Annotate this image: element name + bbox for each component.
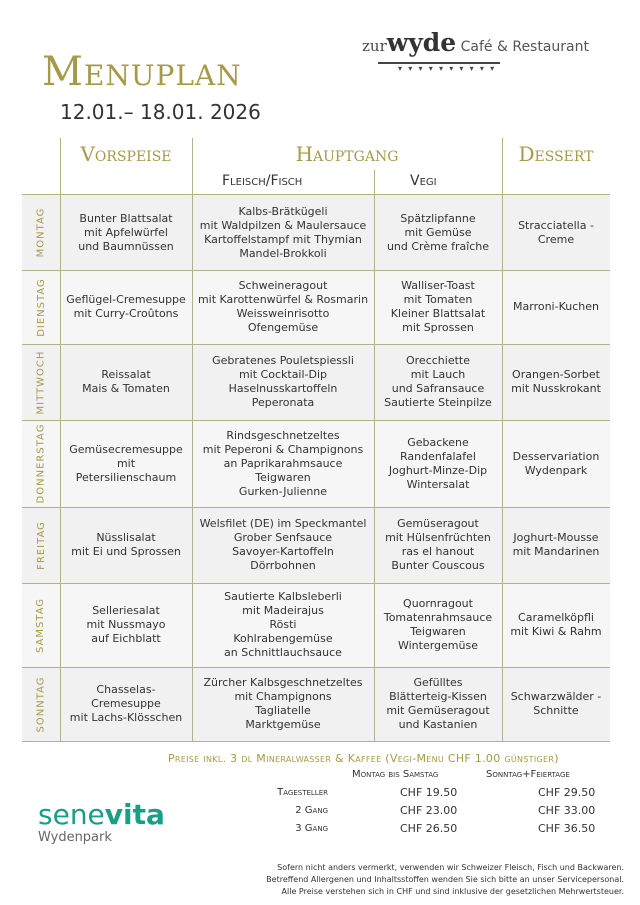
- day-label: [22, 270, 60, 344]
- subheader-fleisch: Fleisch/Fisch: [222, 173, 303, 189]
- day-label: [22, 420, 60, 507]
- menu-cell-dessert: Marroni-Kuchen: [513, 300, 599, 313]
- menu-cell-fleisch: Zürcher Kalbsgeschnetzeltes mit Champignons Tagliatelle Marktgemüse: [203, 676, 363, 731]
- menu-cell-fleisch: Welsfilet (DE) im Speckmantel Grober Senfsauce Savoyer-Kartoffeln Dörrbohnen: [199, 517, 367, 572]
- logo-zur: zur: [362, 37, 387, 55]
- price-label-2gang: 2 Gang: [295, 805, 328, 816]
- menu-cell-dessert: Orangen-Sorbet mit Nusskrokant: [511, 368, 601, 395]
- menu-cell-dessert: Schwarzwälder - Schnitte: [510, 690, 602, 717]
- row-divider: [22, 583, 610, 584]
- footer-line-1: Sofern nicht anders vermerkt, verwenden wir Schweizer Fleisch, Fisch und Backwaren.: [277, 863, 624, 872]
- menu-cell-vorspeise: Geflügel-Cremesuppe mit Curry-Croûtons: [66, 293, 186, 320]
- price-3gang-weekend: CHF 36.50: [538, 822, 596, 835]
- day-label: [22, 583, 60, 667]
- menu-cell-vorspeise: Gemüsecremesuppe mit Petersilienschaum: [69, 442, 183, 484]
- menu-cell-vorspeise: Nüsslisalat mit Ei und Sprossen: [71, 531, 181, 558]
- date-range: 12.01.– 18.01. 2026: [60, 100, 261, 124]
- menu-cell-vorspeise: Reissalat Mais & Tomaten: [82, 368, 170, 395]
- column-divider: [192, 138, 193, 741]
- page-title: Menuplan: [42, 49, 242, 95]
- brand-vita: vita: [104, 798, 165, 831]
- day-name: FREITAG: [35, 520, 47, 570]
- menu-cell-dessert: Stracciatella - Creme: [518, 218, 594, 246]
- menu-cell-fleisch: Sautierte Kalbsleberli mit Madeirajus Rösti Kohlrabengemüse an Schnittlauchsauce: [224, 590, 342, 659]
- price-col-weekday: Montag bis Samstag: [352, 769, 439, 780]
- row-divider: [22, 507, 610, 508]
- menu-cell-dessert: Caramelköpfli mit Kiwi & Rahm: [510, 611, 602, 638]
- row-divider: [22, 741, 610, 742]
- column-header-hauptgang: Hauptgang: [295, 142, 399, 166]
- day-label: [22, 667, 60, 741]
- footer-notes: [204, 862, 624, 898]
- column-divider: [60, 138, 61, 741]
- day-label: [22, 507, 60, 583]
- row-divider: [22, 420, 610, 421]
- day-name: DIENSTAG: [35, 277, 47, 337]
- brand-subtitle: Wydenpark: [38, 830, 112, 845]
- column-divider: [502, 138, 503, 741]
- menu-cell-fleisch: Schweineragout mit Karottenwürfel & Rosmarin Weissweinrisotto Ofengemüse: [197, 279, 369, 334]
- price-label-tagesteller: Tagesteller: [277, 787, 328, 798]
- menu-cell-fleisch: Gebratenes Pouletspiessli mit Cocktail-Dip Haselnusskartoffeln Peperonata: [212, 354, 354, 409]
- menu-cell-dessert: Joghurt-Mousse mit Mandarinen: [512, 531, 600, 558]
- price-tagesteller-weekend: CHF 29.50: [538, 786, 596, 799]
- menu-cell-vegi: Quornragout Tomatenrahmsauce Teigwaren Wintergemüse: [383, 597, 493, 652]
- column-header-dessert: Dessert: [518, 142, 594, 166]
- menu-cell-vegi: Gefülltes Blätterteig-Kissen mit Gemüseragout und Kastanien: [386, 676, 490, 731]
- price-tagesteller-weekday: CHF 19.50: [400, 786, 458, 799]
- column-header-vorspeise: Vorspeise: [80, 142, 172, 166]
- row-divider: [22, 667, 610, 668]
- senevita-logo: [38, 798, 165, 831]
- menu-cell-vegi: Gebackene Randenfalafel Joghurt-Minze-Dip Wintersalat: [388, 435, 488, 491]
- price-heading: Preise inkl. 3 dl Mineralwasser & Kaffee (Vegi-Menu CHF 1.00 günstiger): [168, 752, 559, 765]
- menu-cell-vegi: Walliser-Toast mit Tomaten Kleiner Blattsalat mit Sprossen: [390, 279, 486, 334]
- menu-cell-vegi: Spätzlipfanne mit Gemüse und Crème fraîche: [386, 211, 490, 253]
- footer-line-3: Alle Preise verstehen sich in CHF und sind inklusive der gesetzlichen Mehrwertsteuer.: [281, 887, 624, 896]
- menu-cell-vorspeise: Chasselas- Cremesuppe mit Lachs-Klösschen: [69, 683, 183, 724]
- price-2gang-weekend: CHF 33.00: [538, 804, 596, 817]
- subheader-vegi: Vegi: [410, 173, 437, 189]
- day-name: MITTWOCH: [35, 350, 47, 414]
- day-label: [22, 195, 60, 270]
- day-name: DONNERSTAG: [35, 423, 47, 504]
- menu-cell-fleisch: Kalbs-Brätkügeli mit Waldpilzen & Maulersauce Kartoffelstampf mit Thymian Mandel-Brokkoli: [199, 204, 367, 260]
- price-3gang-weekday: CHF 26.50: [400, 822, 458, 835]
- day-name: MONTAG: [35, 207, 47, 258]
- menu-cell-vegi: Orecchiette mit Lauch und Safransauce Sautierte Steinpilze: [384, 354, 492, 409]
- menu-cell-vorspeise: Selleriesalat mit Nussmayo auf Eichblatt: [86, 604, 166, 645]
- row-divider: [22, 344, 610, 345]
- column-divider: [374, 170, 375, 741]
- logo-wyde: wyde: [386, 28, 457, 57]
- restaurant-logo: [362, 28, 589, 57]
- price-label-3gang: 3 Gang: [295, 823, 328, 834]
- price-col-weekend: Sonntag+Feiertage: [486, 769, 570, 780]
- menu-cell-dessert: Desservariation Wydenpark: [512, 449, 600, 477]
- row-divider: [22, 194, 610, 195]
- day-label: [22, 344, 60, 420]
- menu-cell-fleisch: Rindsgeschnetzeltes mit Peperoni & Champignons an Paprikarahmsauce Teigwaren Gurken-Julienne: [202, 428, 364, 498]
- brand-sene: sene: [38, 798, 105, 831]
- logo-cafe: Café & Restaurant: [460, 39, 589, 55]
- price-2gang-weekday: CHF 23.00: [400, 804, 458, 817]
- day-name: SONNTAG: [35, 676, 47, 732]
- day-name: SAMSTAG: [35, 597, 47, 653]
- menu-cell-vorspeise: Bunter Blattsalat mit Apfelwürfel und Baumnüssen: [78, 211, 174, 253]
- footer-line-2: Betreffend Allergenen und Inhaltsstoffen wenden Sie sich bitte an unser Servicepersonal.: [266, 875, 624, 884]
- row-divider: [22, 270, 610, 271]
- menu-cell-vegi: Gemüseragout mit Hülsenfrüchten ras el hanout Bunter Couscous: [385, 517, 491, 572]
- logo-dots-decoration: ▾ ▾ ▾ ▾ ▾ ▾ ▾ ▾ ▾ ▾: [398, 64, 497, 73]
